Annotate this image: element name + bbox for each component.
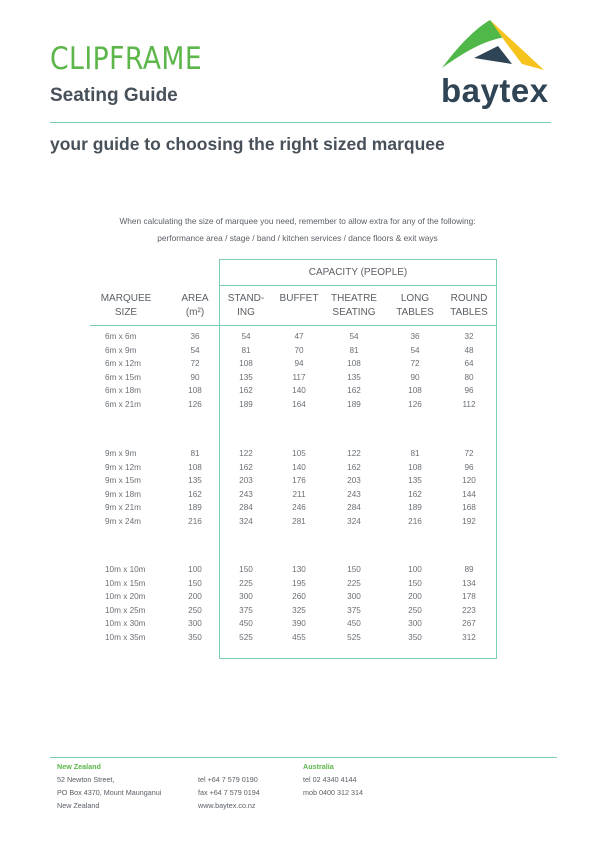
- marquee-size-cell: 9m x 18m: [105, 489, 141, 499]
- table-cell: 150: [239, 565, 253, 574]
- table-cell: 243: [347, 489, 361, 499]
- column-header: ROUND TABLES: [450, 293, 488, 318]
- marquee-size-cell: 6m x 6m: [105, 332, 137, 341]
- table-cell: 300: [347, 592, 361, 602]
- table-cell: 112: [462, 400, 476, 409]
- table-cell: 162: [239, 462, 253, 472]
- table-cell: 90: [190, 372, 200, 382]
- footer-nz-tel: tel +64 7 579 0190: [198, 775, 258, 784]
- table-cell: 64: [464, 359, 474, 369]
- table-cell: 96: [464, 462, 474, 472]
- table-cell: 36: [410, 332, 420, 341]
- table-cell: 525: [347, 633, 361, 642]
- table-cell: 189: [188, 503, 202, 513]
- table-cell: 450: [347, 619, 361, 629]
- footer-au-title: Australia: [303, 762, 334, 771]
- marquee-size-cell: 6m x 18m: [105, 386, 141, 396]
- table-cell: 150: [347, 565, 361, 574]
- table-cell: 108: [188, 462, 202, 472]
- table-cell: 126: [408, 400, 422, 409]
- table-cell: 350: [188, 633, 202, 642]
- table-cell: 267: [462, 619, 476, 629]
- table-cell: 117: [292, 372, 306, 382]
- table-cell: 189: [239, 400, 253, 409]
- marquee-size-cell: 6m x 15m: [105, 372, 141, 382]
- header-divider: [50, 122, 551, 123]
- table-cell: 126: [188, 400, 202, 409]
- table-cell: 455: [292, 633, 306, 642]
- table-cell: 324: [239, 517, 253, 526]
- table-cell: 203: [347, 476, 361, 486]
- table-cell: 246: [292, 503, 306, 513]
- table-cell: 243: [239, 489, 253, 499]
- table-cell: 189: [408, 503, 422, 513]
- table-cell: 216: [188, 517, 202, 526]
- table-cell: 375: [239, 605, 253, 615]
- column-header: MARQUEE SIZE: [100, 293, 152, 318]
- footer-nz-address-2: PO Box 4370, Mount Maunganui: [57, 788, 162, 797]
- table-cell: 250: [188, 605, 202, 615]
- table-cell: 32: [464, 332, 474, 341]
- table-cell: 80: [464, 372, 474, 382]
- table-cell: 90: [410, 372, 420, 382]
- table-cell: 130: [292, 565, 306, 574]
- marquee-size-cell: 9m x 21m: [105, 503, 141, 513]
- footer-divider: [50, 757, 557, 758]
- marquee-size-cell: 6m x 12m: [105, 359, 141, 369]
- table-cell: 284: [239, 503, 253, 513]
- table-cell: 189: [347, 400, 361, 409]
- footer-nz-address-3: New Zealand: [57, 801, 100, 810]
- intro-line-2: performance area / stage / band / kitchen services / dance floors & exit ways: [157, 233, 438, 243]
- table-cell: 162: [408, 489, 422, 499]
- table-cell: 72: [190, 359, 200, 369]
- table-cell: 134: [462, 578, 476, 588]
- table-cell: 150: [188, 578, 202, 588]
- table-cell: 203: [239, 476, 253, 486]
- footer-nz-fax: fax +64 7 579 0194: [198, 788, 260, 797]
- table-cell: 108: [408, 462, 422, 472]
- table-cell: 284: [347, 503, 361, 513]
- table-cell: 225: [239, 578, 253, 588]
- marquee-size-cell: 10m x 20m: [105, 592, 146, 602]
- table-cell: 105: [292, 449, 306, 458]
- table-cell: 135: [347, 372, 361, 382]
- table-cell: 47: [294, 332, 304, 341]
- table-cell: 216: [408, 517, 422, 526]
- table-cell: 135: [239, 372, 253, 382]
- footer-nz-website-link[interactable]: www.baytex.co.nz: [198, 801, 256, 810]
- table-cell: 144: [462, 489, 476, 499]
- table-cell: 89: [464, 565, 474, 574]
- table-cell: 375: [347, 605, 361, 615]
- column-header: STAND- ING: [227, 293, 265, 318]
- table-cell: 81: [349, 345, 359, 355]
- headline: your guide to choosing the right sized marquee: [50, 134, 445, 154]
- table-cell: 176: [292, 476, 306, 486]
- table-cell: 211: [292, 489, 306, 499]
- table-cell: 178: [462, 592, 476, 602]
- table-cell: 162: [188, 489, 202, 499]
- table-cell: 108: [408, 386, 422, 396]
- table-cell: 100: [188, 565, 202, 574]
- table-cell: 162: [347, 462, 361, 472]
- table-cell: 195: [292, 578, 306, 588]
- logo-wordmark: baytex: [441, 72, 549, 109]
- table-cell: 450: [239, 619, 253, 629]
- table-cell: 81: [410, 449, 420, 458]
- table-cell: 108: [188, 386, 202, 396]
- table-cell: 70: [294, 345, 304, 355]
- table-cell: 525: [239, 633, 253, 642]
- table-cell: 324: [347, 517, 361, 526]
- table-cell: 300: [408, 619, 422, 629]
- table-cell: 200: [188, 592, 202, 602]
- table-cell: 250: [408, 605, 422, 615]
- table-cell: 108: [347, 359, 361, 369]
- table-cell: 100: [408, 565, 422, 574]
- footer-au-tel: tel 02 4340 4144: [303, 775, 357, 784]
- table-cell: 162: [239, 386, 253, 396]
- table-cell: 200: [408, 592, 422, 602]
- table-cell: 350: [408, 633, 422, 642]
- header-bottom-rule: [90, 325, 497, 326]
- table-cell: 36: [190, 332, 200, 341]
- table-cell: 164: [292, 400, 306, 409]
- table-cell: 72: [410, 359, 420, 369]
- page-subtitle: Seating Guide: [50, 85, 178, 106]
- marquee-size-cell: 10m x 10m: [105, 565, 146, 574]
- table-cell: 140: [292, 386, 306, 396]
- table-cell: 108: [239, 359, 253, 369]
- table-cell: 300: [239, 592, 253, 602]
- footer-nz-title: New Zealand: [57, 762, 101, 771]
- footer-au-mobile: mob 0400 312 314: [303, 788, 363, 797]
- table-cell: 122: [239, 449, 253, 458]
- marquee-size-cell: 6m x 9m: [105, 345, 137, 355]
- table-cell: 54: [241, 332, 251, 341]
- column-header: AREA (m²): [181, 293, 209, 318]
- marquee-size-cell: 9m x 9m: [105, 449, 137, 458]
- marquee-size-cell: 9m x 15m: [105, 476, 141, 486]
- table-cell: 54: [349, 332, 359, 341]
- brand-title: CLIPFRAME: [50, 41, 203, 77]
- column-header: THEATRE SEATING: [331, 293, 377, 318]
- table-cell: 281: [292, 517, 306, 526]
- table-cell: 192: [462, 517, 476, 526]
- capacity-label: CAPACITY (PEOPLE): [308, 267, 408, 278]
- header-top-rule: [219, 285, 497, 286]
- table-cell: 140: [292, 462, 306, 472]
- table-cell: 135: [188, 476, 202, 486]
- marquee-size-cell: 10m x 35m: [105, 633, 146, 642]
- table-cell: 135: [408, 476, 422, 486]
- table-cell: 81: [190, 449, 200, 458]
- column-header: BUFFET: [279, 293, 319, 304]
- table-cell: 72: [464, 449, 474, 458]
- table-cell: 162: [347, 386, 361, 396]
- table-cell: 54: [410, 345, 420, 355]
- table-cell: 150: [408, 578, 422, 588]
- column-header: LONG TABLES: [396, 293, 434, 318]
- marquee-size-cell: 10m x 30m: [105, 619, 146, 629]
- marquee-size-cell: 10m x 25m: [105, 605, 146, 615]
- table-cell: 81: [241, 345, 251, 355]
- table-cell: 260: [292, 592, 306, 602]
- table-cell: 96: [464, 386, 474, 396]
- intro-line-1: When calculating the size of marquee you need, remember to allow extra for any of the following:: [119, 216, 476, 226]
- table-cell: 94: [294, 359, 304, 369]
- marquee-size-cell: 6m x 21m: [105, 400, 141, 409]
- table-cell: 122: [347, 449, 361, 458]
- table-cell: 325: [292, 605, 306, 615]
- table-cell: 54: [190, 345, 200, 355]
- marquee-size-cell: 9m x 24m: [105, 517, 141, 526]
- table-cell: 300: [188, 619, 202, 629]
- table-cell: 312: [462, 633, 476, 642]
- marquee-size-cell: 9m x 12m: [105, 462, 141, 472]
- table-cell: 390: [292, 619, 306, 629]
- marquee-size-cell: 10m x 15m: [105, 578, 146, 588]
- table-cell: 223: [462, 605, 476, 615]
- footer-nz-address-1: 52 Newton Street,: [57, 775, 115, 784]
- table-cell: 120: [462, 476, 476, 486]
- table-cell: 168: [462, 503, 476, 513]
- table-cell: 225: [347, 578, 361, 588]
- table-cell: 48: [464, 345, 474, 355]
